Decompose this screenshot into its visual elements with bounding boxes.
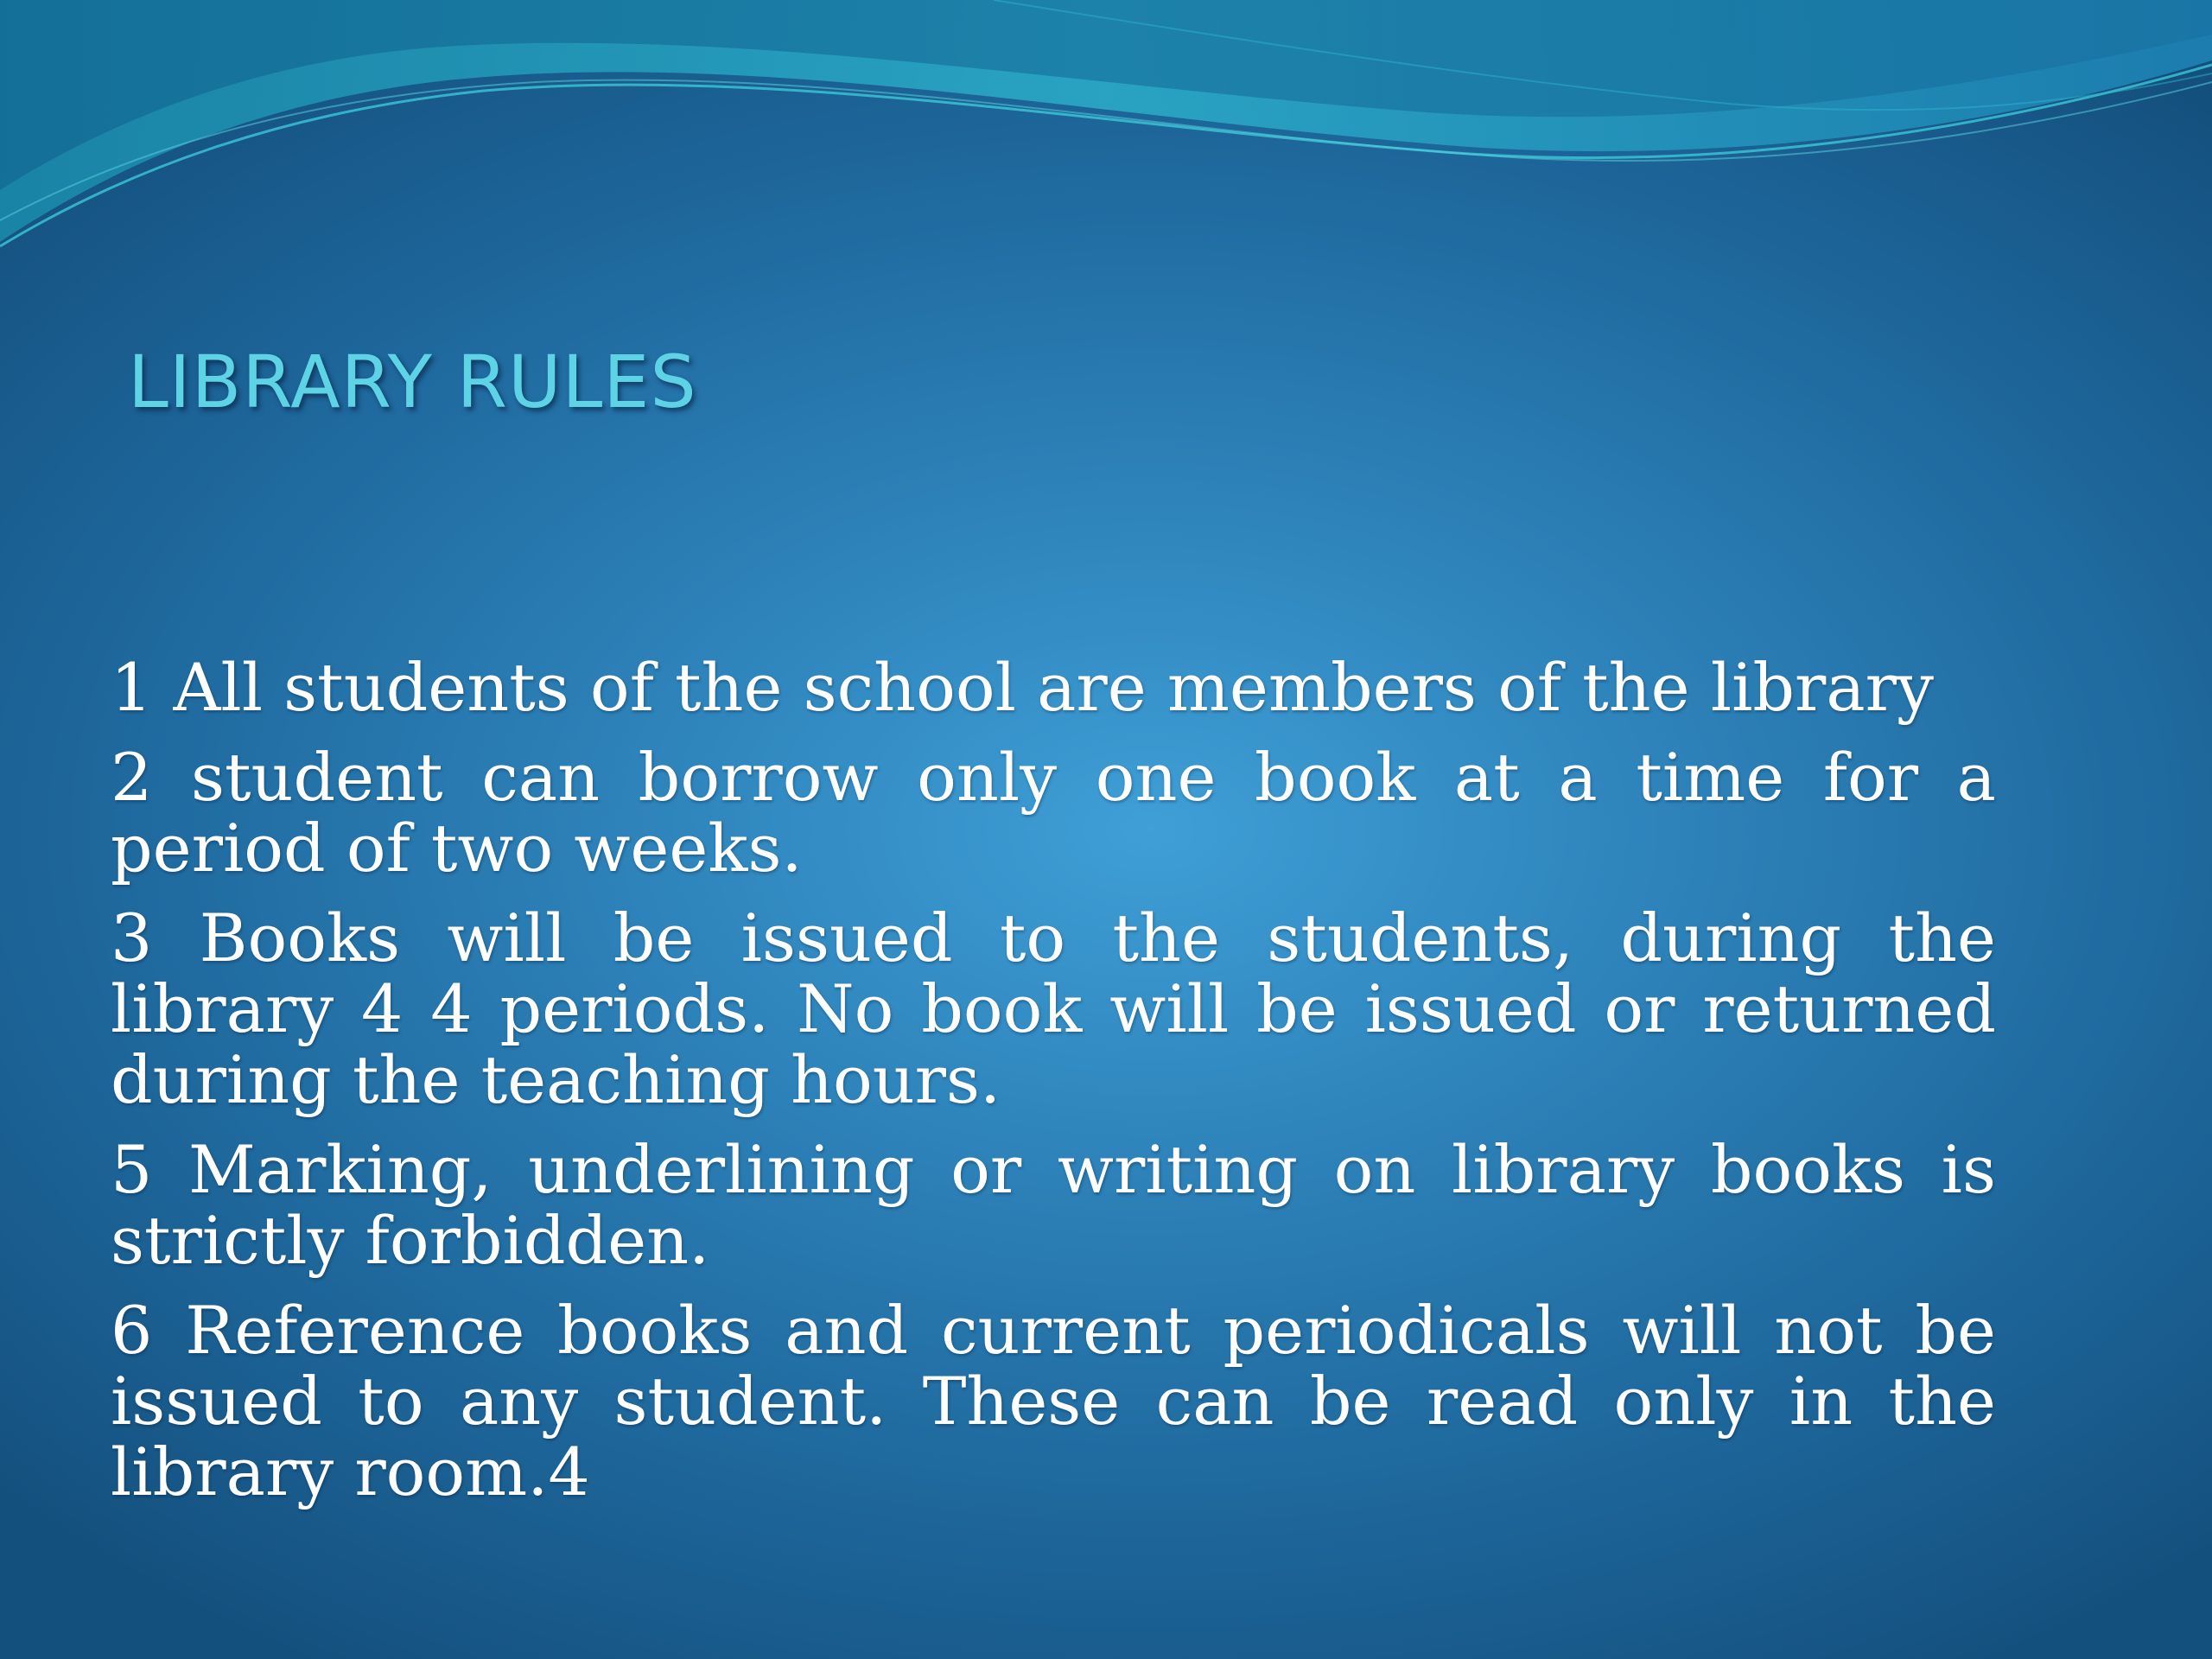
slide-title: LIBRARY RULES xyxy=(128,340,697,424)
rule-item-1: 1 All students of the school are members of the library xyxy=(111,649,1934,726)
rule-item-3: 3 Books will be issued to the students, during the library 4 4 periods. No book will be issued or returned during the teaching hours. xyxy=(111,899,1996,1118)
decorative-wave-banner xyxy=(0,0,2212,276)
rule-item-6: 6 Reference books and current periodicals will not be issued to any student. These can be read only in the library room.4 xyxy=(111,1292,1996,1510)
rules-list xyxy=(111,649,1996,1527)
rule-item-5: 5 Marking, underlining or writing on library books is strictly forbidden. xyxy=(111,1131,1996,1279)
rule-item-2: 2 student can borrow only one book at a time for a period of two weeks. xyxy=(111,739,1996,887)
